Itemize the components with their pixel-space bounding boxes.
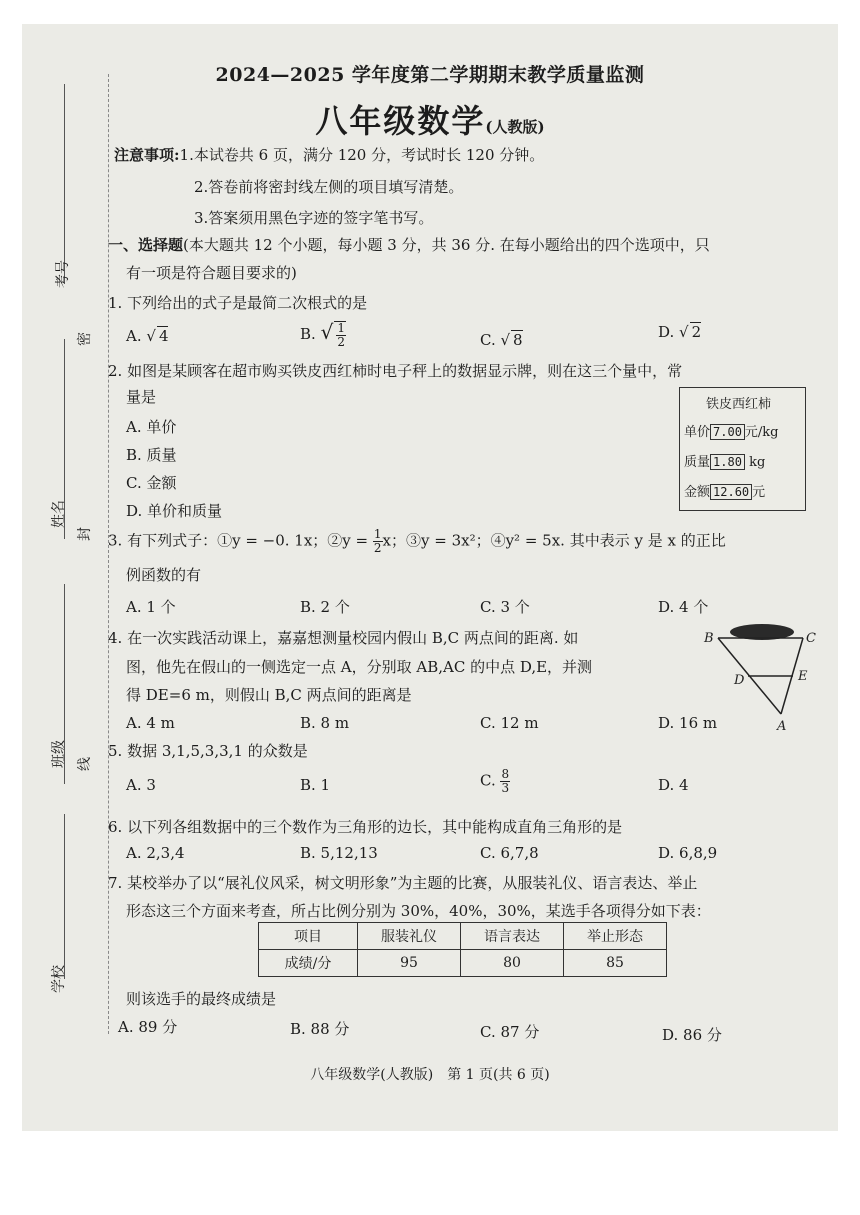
q1-a-label: A. [126, 327, 147, 345]
q2-option-c[interactable]: C. 金额 [126, 474, 177, 492]
seal-char-mi: 密 [77, 332, 93, 346]
subject-name: 八年级数学 [315, 102, 486, 140]
table-header-manner: 举止形态 [564, 923, 667, 950]
note-1: 1.本试卷共 6 页，满分 120 分，考试时长 120 分钟。 [179, 146, 545, 164]
q1-b-fraction [334, 321, 346, 349]
seal-char-xian: 线 [77, 757, 93, 771]
scale-title: 铁皮西红柿 [706, 397, 772, 412]
score-speech: 80 [461, 950, 564, 977]
table-header-speech: 语言表达 [461, 923, 564, 950]
section-desc-1: (本大题共 12 个小题，每小题 3 分，共 36 分. 在每小题给出的四个选项中，只 [183, 236, 710, 254]
q2-stem-2: 量是 [126, 388, 157, 406]
subject-title [22, 96, 838, 142]
point-b-label: B [704, 631, 714, 646]
q5-option-d[interactable]: D. 4 [658, 776, 689, 794]
section-heading [108, 234, 710, 255]
table-row-label: 成绩/分 [259, 950, 358, 977]
seal-char-feng: 封 [77, 527, 93, 541]
score-table [258, 922, 667, 977]
price-row [684, 421, 779, 440]
q4-stem-3: 得 DE=6 m，则假山 B,C 两点间的距离是 [126, 686, 412, 704]
exam-page [22, 24, 838, 1131]
q5-frac-num: 8 [501, 767, 510, 781]
note-2: 2.答卷前将密封线左侧的项目填写清楚。 [194, 178, 464, 196]
q6-stem: 6. 以下列各组数据中的三个数作为三角形的边长，其中能构成直角三角形的是 [108, 818, 623, 836]
note-3: 3.答案须用黑色字迹的签字笔书写。 [194, 209, 434, 227]
q1-b-den: 2 [337, 335, 345, 349]
q7-stem-2: 形态这三个方面来考查，所占比例分别为 30%，40%，30%，某选手各项得分如下表： [126, 902, 711, 920]
price-label: 单价 [684, 425, 711, 440]
weight-value: 1.80 [710, 454, 745, 470]
notes-block [114, 144, 544, 165]
q7-option-b[interactable]: B. 88 分 [290, 1020, 350, 1038]
q5-option-b[interactable]: B. 1 [300, 776, 331, 794]
q3-fraction [373, 528, 383, 555]
scale-display [679, 387, 806, 511]
q3-frac-num: 1 [373, 527, 382, 541]
amount-value: 12.60 [710, 484, 752, 500]
q1-option-d[interactable]: D. √ 2 [658, 323, 702, 341]
point-c-label: C [806, 631, 816, 646]
q4-option-b[interactable]: B. 8 m [300, 714, 350, 732]
q5-option-a[interactable]: A. 3 [126, 776, 156, 794]
q2-option-b[interactable]: B. 质量 [126, 446, 177, 464]
q7-stem-1: 7. 某校举办了以“展礼仪风采，树文明形象”为主题的比赛，从服装礼仪、语言表达、举止 [108, 874, 698, 892]
score-table-row [259, 950, 667, 977]
q1-b-label: B. [300, 325, 321, 343]
school-label: 学校 [51, 965, 67, 993]
q5-fraction [500, 768, 510, 795]
page-footer: 八年级数学(人教版) 第 1 页(共 6 页) [310, 1067, 550, 1083]
q4-stem-2: 图，他先在假山的一侧选定一点 A，分别取 AB,AC 的中点 D,E，并测 [126, 658, 593, 676]
q7-stem-3: 则该选手的最终成绩是 [126, 990, 277, 1008]
class-label: 班级 [51, 740, 67, 768]
exam-number-label: 考号 [55, 260, 71, 288]
q1-d-label: D. [658, 323, 680, 341]
q3-stem-2: 例函数的有 [126, 566, 202, 584]
q4-option-c[interactable]: C. 12 m [480, 714, 539, 732]
q5-frac-den: 3 [501, 781, 510, 795]
score-manner: 85 [564, 950, 667, 977]
exam-title: 2024—2025 学年度第二学期期末教学质量监测 [215, 64, 645, 86]
point-a-label: A [777, 719, 787, 734]
q3-stem-b: x；③y = 3x²；④y² = 5x. 其中表示 y 是 x 的正比 [382, 531, 726, 550]
weight-row [684, 451, 765, 470]
point-e-label: E [798, 669, 808, 684]
score-table-header [259, 923, 667, 950]
q1-option-c[interactable]: C. √ 8 [480, 331, 523, 349]
section-desc-2: 有一项是符合题目要求的) [126, 264, 297, 282]
q1-option-a[interactable]: A. √ 4 [126, 327, 169, 345]
q7-option-a[interactable]: A. 89 分 [118, 1018, 178, 1036]
q5-stem: 5. 数据 3,1,5,3,3,1 的众数是 [108, 742, 308, 760]
q3-stem-a: 3. 有下列式子：①y = −0. 1x；②y = [108, 531, 373, 550]
weight-unit: kg [749, 455, 766, 470]
name-label: 姓名 [51, 500, 67, 528]
q3-option-c[interactable]: C. 3 个 [480, 598, 530, 616]
table-header-dress: 服装礼仪 [358, 923, 461, 950]
q1-a-radicand: 4 [158, 327, 169, 345]
amount-row [684, 481, 765, 500]
q1-c-radicand: 8 [513, 331, 523, 349]
q7-option-d[interactable]: D. 86 分 [662, 1026, 722, 1044]
q6-option-c[interactable]: C. 6,7,8 [480, 844, 539, 862]
q1-c-label: C. [480, 331, 501, 349]
q2-option-a[interactable]: A. 单价 [126, 418, 177, 436]
q6-option-a[interactable]: A. 2,3,4 [126, 844, 185, 862]
edition-label: (人教版) [485, 118, 545, 136]
price-value: 7.00 [710, 424, 745, 440]
q3-option-a[interactable]: A. 1 个 [126, 598, 176, 616]
amount-label: 金额 [684, 485, 711, 500]
q2-stem-1: 2. 如图是某顾客在超市购买铁皮西红柿时电子秤上的数据显示牌，则在这三个量中，常 [108, 362, 683, 380]
q1-d-radicand: 2 [691, 323, 702, 341]
radical-sign: √ [320, 320, 334, 344]
q1-option-b[interactable] [300, 320, 346, 349]
q4-option-a[interactable]: A. 4 m [126, 714, 175, 732]
q5-c-label: C. [480, 771, 501, 790]
section-title: 一、选择题 [108, 236, 184, 254]
q3-frac-den: 2 [373, 541, 382, 555]
notes-label: 注意事项: [114, 146, 180, 164]
rockery-diagram [698, 622, 818, 737]
amount-unit: 元 [752, 485, 766, 500]
q1-b-num: 1 [337, 321, 345, 335]
q4-stem-1: 4. 在一次实践活动课上，嘉嘉想测量校园内假山 B,C 两点间的距离. 如 [108, 629, 579, 647]
weight-label: 质量 [684, 455, 711, 470]
q6-option-b[interactable]: B. 5,12,13 [300, 844, 378, 862]
point-d-label: D [734, 673, 745, 688]
q3-option-d[interactable]: D. 4 个 [658, 598, 709, 616]
score-dress: 95 [358, 950, 461, 977]
q3-stem-1 [108, 528, 726, 555]
price-unit: 元/kg [744, 425, 779, 440]
q5-option-c[interactable] [480, 768, 510, 795]
table-header-item: 项目 [259, 923, 358, 950]
school-line [64, 814, 65, 979]
q1-stem: 1. 下列给出的式子是最简二次根式的是 [108, 294, 368, 312]
q6-option-d[interactable]: D. 6,8,9 [658, 844, 718, 862]
q4-option-d[interactable]: D. 16 m [658, 714, 718, 732]
q7-option-c[interactable]: C. 87 分 [480, 1023, 540, 1041]
q2-option-d[interactable]: D. 单价和质量 [126, 502, 223, 520]
q3-option-b[interactable]: B. 2 个 [300, 598, 350, 616]
